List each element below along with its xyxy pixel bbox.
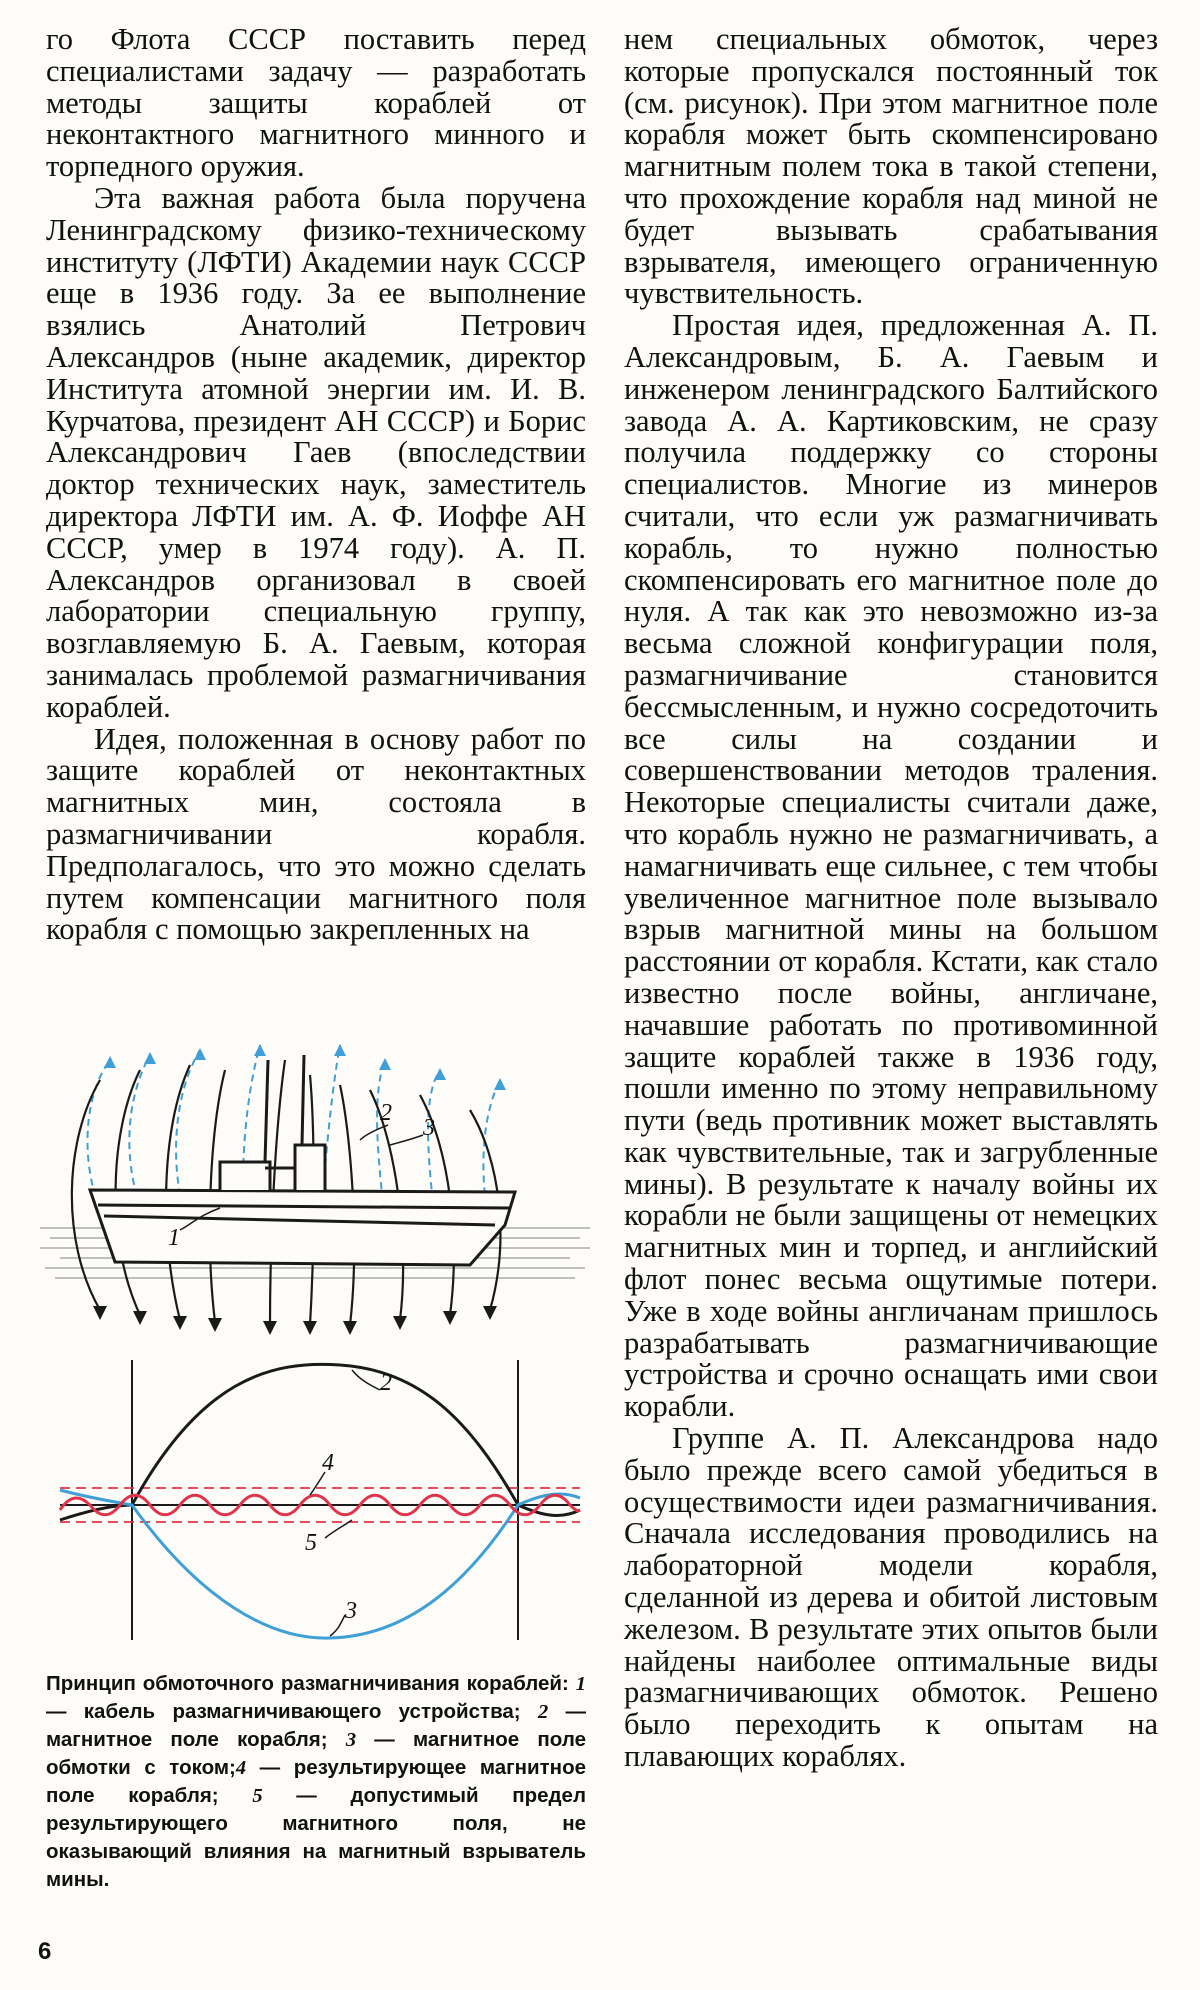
field-curves-diagram — [60, 1360, 580, 1640]
degaussing-diagram — [40, 1040, 590, 1660]
paragraph: Эта важная работа была поручена Ленинградскому физико-техническому институту (ЛФТИ) Академии наук СССР еще в 1936 году. За ее выполнение взялись Анатолий Петрович Александров (ныне академик, директор Института атомной энергии им. И. В. Курчатова, президент АН СССР) и Борис Александрович Гаев (впоследствии доктор технических наук, заместитель директора ЛФТИ им. А. Ф. Иоффе АН СССР, умер в 1974 году). А. П. Александров организовал в своей лаборатории специальную группу, возглавляемую Б. А. Гаевым, которая занималась проблемой размагничивания кораблей. — [46, 180, 586, 724]
ship-hull — [90, 1055, 515, 1265]
label-3: 3 — [423, 1115, 435, 1141]
caption-text-5: — допустимый предел результирующего магнитного поля, не оказывающий влияния на магнитный взрыватель мины. — [46, 1784, 586, 1891]
curve-label-leaders — [310, 1370, 380, 1636]
label-4: 4 — [322, 1450, 334, 1476]
ship-field-diagram — [40, 1044, 590, 1335]
caption-text-2: — магнитное поле корабля; — [46, 1700, 587, 1751]
black-arrowheads — [93, 1306, 497, 1335]
paragraph: нем специальных обмоток, через которые пропускался постоянный ток (см. рисунок). При этом магнитное поле корабля может быть скомпенсировано магнитным полем тока в такой степени, что прохождение корабля над миной не будет вызывать срабатывания взрывателя, имеющего ограниченную чувствительность. — [624, 22, 1158, 311]
paragraph: го Флота СССР поставить перед специалистами задачу — разработать методы защиты кораблей от неконтактного магнитного минного и торпедного оружия. — [46, 22, 586, 184]
caption-num-5: 5 — [252, 1785, 263, 1807]
label-5: 5 — [305, 1530, 317, 1556]
label-1: 1 — [168, 1225, 180, 1251]
caption-num-2: 2 — [537, 1701, 549, 1723]
paragraph: Идея, положенная в основу работ по защите кораблей от неконтактных магнитных мин, состояла в размагничивании корабля. Предполагалось, что это можно сделать путем компенсации магнитного поля корабля с помощью закрепленных на — [46, 721, 586, 947]
label-2-curve: 2 — [380, 1370, 392, 1396]
paragraph: Простая идея, предложенная А. П. Александровым, Б. А. Гаевым и инженером ленинградского Балтийского завода А. А. Картиковским, не сразу получила поддержку со стороны специалистов. Многие из минеров считали, что если уж размагничивать корабль, то нужно полностью скомпенсировать его магнитное поле до нуля. А так как это невозможно из-за весьма сложной конфигурации поля, размагничивание становится бессмысленным, и нужно сосредоточить все силы на создании и совершенствовании методов траления. Некоторые специалисты считали даже, что корабль нужно не размагничивать, а намагничивать еще сильнее, с тем чтобы увеличенное магнитное поле вызывало взрыв магнитной мины на большом расстоянии от корабля. Кстати, как стало известно после войны, англичане, начавшие работать по противоминной защите кораблей также в 1936 году, пошли именно по этому неправильному пути (ведь противник может выставлять как чувствительные, так и загрубленные мины). В результате к началу войны их корабли не были защищены от немецких магнитных мин и торпед, и английский флот понес весьма ощутимые потери. Уже в ходе войны англичанам пришлось разрабатывать размагничивающие устройства и срочно оснащать ими свои корабли. — [624, 308, 1158, 1424]
figure-caption — [46, 1670, 586, 1894]
page-number: 6 — [38, 1938, 52, 1965]
text-column-right — [624, 24, 1158, 1773]
label-3-curve: 3 — [345, 1598, 357, 1624]
caption-num-4: 4 — [235, 1757, 247, 1779]
text-column-left — [46, 24, 586, 946]
paragraph: Группе А. П. Александрова надо было прежде всего самой убедиться в осуществимости идеи размагничивания. Сначала исследования проводились на лабораторной модели корабля, сделанной из дерева и обитой листовым железом. В результате этих опытов были найдены наиболее оптимальные виды размагничивающих обмоток. Решено было переходить к опытам на плавающих кораблях. — [624, 1421, 1158, 1774]
caption-intro: Принцип обмоточного размагничивания кораблей: — [46, 1672, 569, 1695]
caption-num-3: 3 — [345, 1729, 357, 1751]
caption-num-1: 1 — [575, 1673, 587, 1695]
label-2: 2 — [380, 1100, 392, 1126]
curve-winding-field — [60, 1490, 580, 1638]
caption-text-1: — кабель размагничивающего устройства; — [46, 1700, 521, 1723]
caption-text-3: — магнитное поле обмотки с током; — [46, 1728, 586, 1779]
caption-text-4: — результирующее магнитное поле корабля; — [46, 1756, 586, 1807]
